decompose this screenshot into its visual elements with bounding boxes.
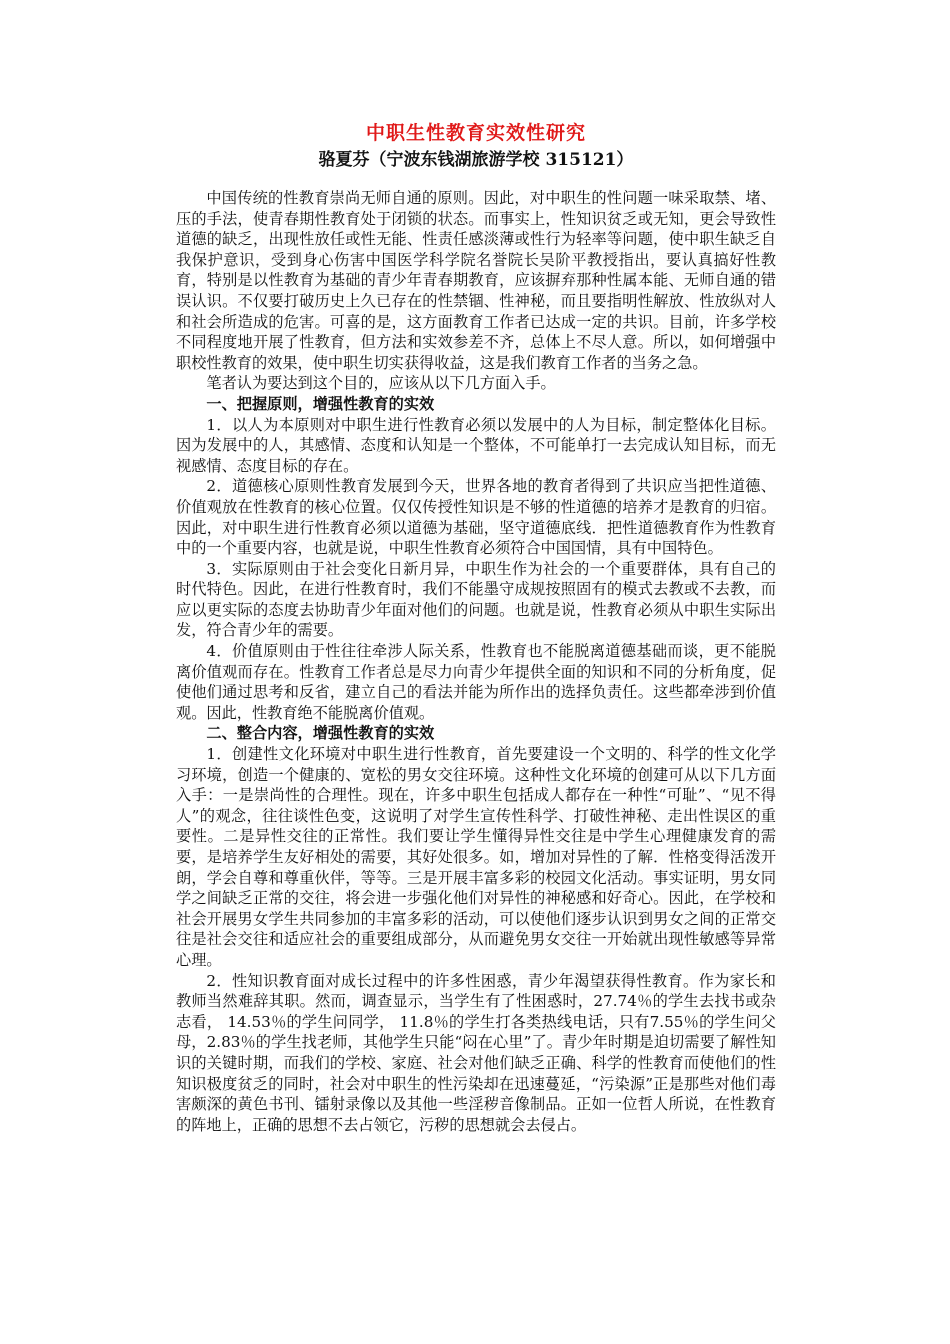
body-paragraph: 4．价值原则由于性往往牵涉人际关系，性教育也不能脱离道德基础而谈，更不能脱离价值观而存在。性教育工作者总是尽力向青少年提供全面的知识和不同的分析角度，促使他们通过思考和反省，建立自己的看法并能为所作出的选择负责任。这些都牵涉到价值观。因此，性教育绝不能脱离价值观。: [176, 642, 776, 722]
section-heading: 一、把握原则，增强性教育的实效: [206, 394, 435, 413]
body-paragraph: 3．实际原则由于社会变化日新月异，中职生作为社会的一个重要群体，具有自己的时代特色。因此，在进行性教育时，我们不能墨守成规按照固有的模式去教或不去教，而应以更实际的态度去协助青少年面对他们的问题。也就是说，性教育必须从中职生实际出发，符合青少年的需要。: [176, 559, 776, 640]
document-title: 中职生性教育实效性研究: [365, 122, 586, 144]
body-paragraph: 1．以人为本原则对中职生进行性教育必须以发展中的人为目标，制定整体化目标。因为发展中的人，其感情、态度和认知是一个整体，不可能单打一去完成认知目标，而无视感情、态度目标的存在。: [176, 415, 776, 475]
intro-paragraph: 笔者认为要达到这个目的，应该从以下几方面入手。: [206, 374, 556, 393]
document-page: [176, 120, 776, 1135]
body-paragraph: 1．创建性文化环境对中职生进行性教育，首先要建设一个文明的、科学的性文化学习环境，创造一个健康的、宽松的男女交往环境。这种性文化环境的创建可从以下几方面入手：一是崇尚性的合理性。现在，许多中职生包括成人都存在一种性“可耻”、“见不得人”的观念，往往谈性色变，这说明了对学生宣传性科学、打破性神秘、走出性误区的重要性。二是异性交往的正常性。我们要让学生懂得异性交往是中学生心理健康发育的需要，是培养学生友好相处的需要，其好处很多。如，增加对异性的了解．性格变得活泼开朗，学会自尊和尊重伙伴，等等。三是开展丰富多彩的校园文化活动。事实证明，男女同学之间缺乏正常的交往，将会进一步强化他们对异性的神秘感和好奇心。因此，在学校和社会开展男女学生共同参加的丰富多彩的活动，可以使他们逐步认识到男女之间的正常交往是社会交往和适应社会的重要组成部分，从而避免男女交往一开始就出现性敏感等异常心理。: [176, 745, 776, 969]
intro-paragraph: 中国传统的性教育崇尚无师自通的原则。因此，对中职生的性问题一味采取禁、堵、压的手法，使青春期性教育处于闭锁的状态。而事实上，性知识贫乏或无知，更会导致性道德的缺乏，出现性放任或性无能、性责任感淡薄或性行为轻率等问题，使中职生缺乏自我保护意识，受到身心伤害中国医学科学院名誉院长吴阶平教授指出，要认真搞好性教育，特别是以性教育为基础的青少年青春期教育，应该摒弃那种性属本能、无师自通的错误认识。不仅要打破历史上久已存在的性禁锢、性神秘，而且要指明性解放、性放纵对人和社会所造成的危害。可喜的是，这方面教育工作者已达成一定的共识。目前，许多学校不同程度地开展了性教育，但方法和实效参差不齐，总体上不尽人意。所以，如何增强中职校性教育的效果，使中职生切实获得收益，这是我们教育工作者的当务之急。: [176, 189, 776, 372]
body-paragraph: 2．道德核心原则性教育发展到今天，世界各地的教育者得到了共识应当把性道德、价值观放在性教育的核心位置。仅仅传授性知识是不够的性道德的培养才是教育的归宿。因此，对中职生进行性教育必须以道德为基础，坚守道德底线．把性道德教育作为性教育中的一个重要内容，也就是说，中职生性教育必须符合中国国情，具有中国特色。: [176, 477, 776, 558]
author-line: 骆夏芬（宁波东钱湖旅游学校 315121）: [318, 150, 634, 170]
section-heading: 二、整合内容，增强性教育的实效: [206, 724, 435, 743]
body-paragraph: 2．性知识教育面对成长过程中的许多性困惑，青少年渴望获得性教育。作为家长和教师当然难辞其职。然而，调查显示，当学生有了性困惑时，27.74％的学生去找书或杂志看， 14.53％的学生问同学， 11.8％的学生打各类热线电话，只有7.55％的学生问父母，2.83％的学生找老师，其他学生只能“闷在心里”了。青少年时期是迫切需要了解性知识的关键时期，而我们的学校、家庭、社会对他们缺乏正确、科学的性教育而使他们的性知识极度贫乏的同时，社会对中职生的性污染却在迅速蔓延，“污染源”正是那些对他们毒害颇深的黄色书刊、镭射录像以及其他一些淫秽音像制品。正如一位哲人所说，在性教育的阵地上，正确的思想不去占领它，污秽的思想就会去侵占。: [176, 971, 776, 1134]
